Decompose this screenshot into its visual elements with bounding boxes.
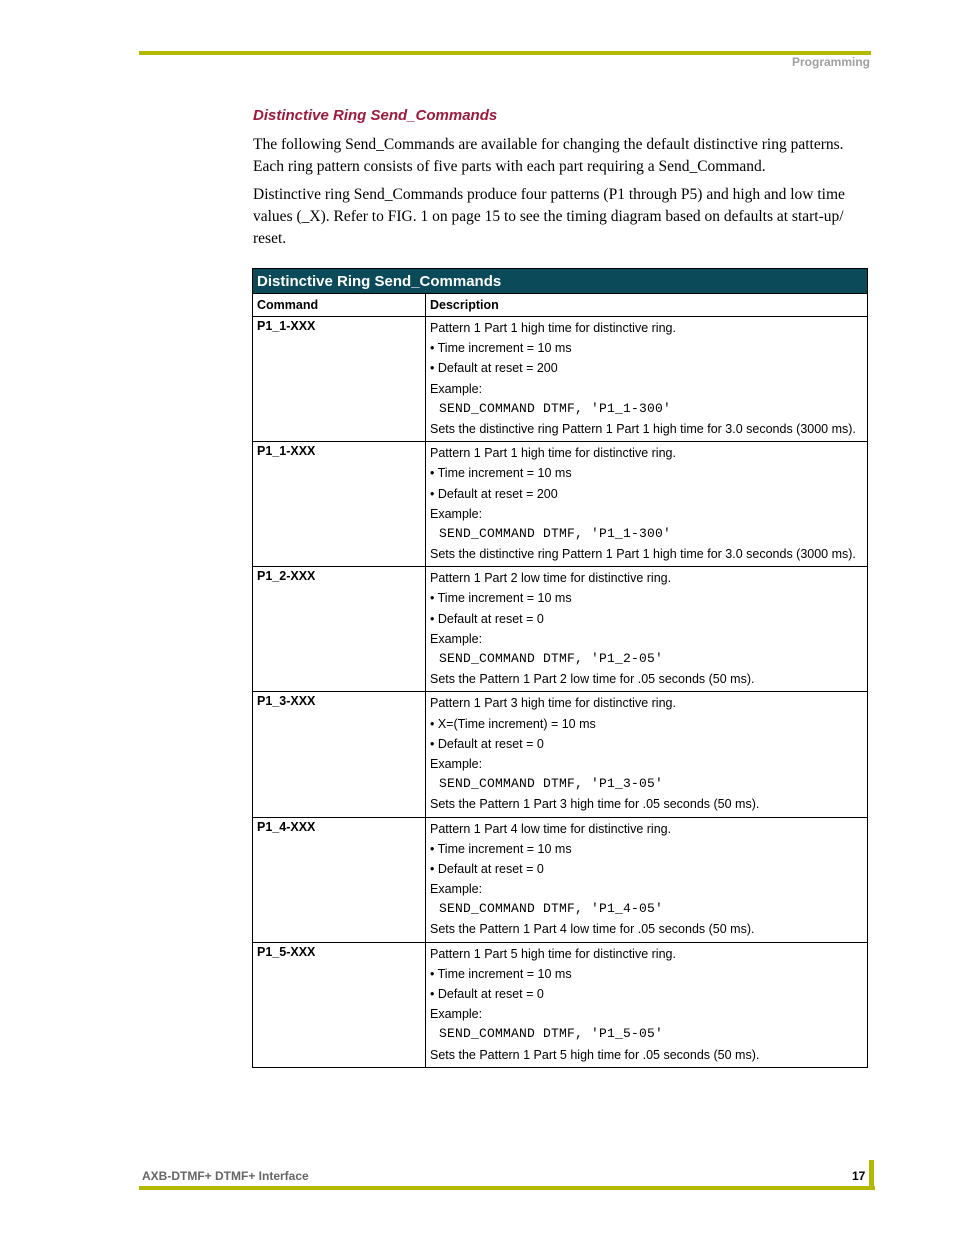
description-cell	[426, 942, 868, 1067]
patterns-paragraph: Distinctive ring Send_Commands produce four patterns (P1 through P5) and high and low time values (_X). Refer to FIG. 1 on page 15 to see the timing diagram based on defaults at start-up/ reset.	[253, 186, 845, 247]
description-line: • X=(Time increment) = 10 ms	[430, 716, 596, 731]
command-cell: P1_2-XXX	[253, 567, 426, 692]
table-row	[253, 942, 868, 1067]
description-line: Pattern 1 Part 4 low time for distinctive ring.	[430, 821, 672, 836]
table-row	[253, 567, 868, 692]
page-number: 17	[852, 1169, 866, 1183]
description-line: • Default at reset = 0	[430, 987, 544, 1001]
description-line: • Default at reset = 0	[430, 736, 544, 751]
code-example: SEND_COMMAND DTMF, 'P1_1-300'	[439, 525, 672, 541]
description-cell	[426, 567, 868, 692]
description-cell	[426, 817, 868, 942]
running-header: Programming	[791, 55, 870, 69]
command-cell: P1_4-XXX	[253, 817, 426, 942]
description-line: Example:	[430, 631, 483, 646]
description-line: Pattern 1 Part 1 high time for distinctive ring.	[430, 446, 676, 461]
description-cell	[426, 442, 868, 567]
intro-paragraph: The following Send_Commands are available for changing the default distinctive ring patterns. Each ring pattern consists of five parts with each part requiring a Send_Command.	[253, 136, 844, 175]
table-row	[253, 692, 868, 817]
description-line: Pattern 1 Part 5 high time for distinctive ring.	[430, 946, 676, 961]
description-line: Sets the Pattern 1 Part 2 low time for .05 seconds (50 ms).	[430, 672, 755, 687]
command-cell: P1_1-XXX	[253, 442, 426, 567]
table-row	[253, 817, 868, 942]
table-row	[253, 317, 868, 442]
description-line: Example:	[430, 506, 483, 521]
description-line: • Default at reset = 0	[430, 611, 544, 626]
command-cell: P1_1-XXX	[253, 317, 426, 442]
description-line: Pattern 1 Part 2 low time for distinctive ring.	[430, 571, 672, 586]
description-cell	[426, 317, 868, 442]
description-line: Sets the Pattern 1 Part 3 high time for .05 seconds (50 ms).	[430, 797, 760, 812]
table-title: Distinctive Ring Send_Commands	[253, 269, 868, 294]
description-line: Pattern 1 Part 3 high time for distinctive ring.	[430, 696, 676, 711]
description-line: Example:	[430, 381, 483, 396]
description-line: Sets the distinctive ring Pattern 1 Part 1 high time for 3.0 seconds (3000 ms).	[430, 421, 856, 436]
code-example: SEND_COMMAND DTMF, 'P1_4-05'	[439, 901, 664, 917]
table-body	[253, 317, 868, 1068]
description-cell	[426, 692, 868, 817]
description-line: • Time increment = 10 ms	[430, 466, 572, 481]
description-line: Example:	[430, 1007, 483, 1022]
description-line: Sets the distinctive ring Pattern 1 Part 1 high time for 3.0 seconds (3000 ms).	[430, 547, 856, 562]
code-example: SEND_COMMAND DTMF, 'P1_3-05'	[439, 776, 664, 792]
description-line: Example:	[430, 756, 483, 771]
code-example: SEND_COMMAND DTMF, 'P1_5-05'	[439, 1026, 664, 1042]
description-line: • Time increment = 10 ms	[430, 966, 572, 981]
command-cell: P1_3-XXX	[253, 692, 426, 817]
footer-rule	[139, 1186, 875, 1190]
description-line: Sets the Pattern 1 Part 5 high time for .05 seconds (50 ms).	[430, 1047, 760, 1062]
description-line: Sets the Pattern 1 Part 4 low time for .05 seconds (50 ms).	[430, 922, 755, 937]
commands-table	[252, 268, 868, 1068]
code-example: SEND_COMMAND DTMF, 'P1_2-05'	[439, 651, 664, 666]
code-example: SEND_COMMAND DTMF, 'P1_1-300'	[439, 400, 672, 416]
description-line: Example:	[430, 882, 483, 897]
header-rule	[139, 51, 871, 55]
footer-document-title: AXB-DTMF+ DTMF+ Interface	[142, 1169, 309, 1183]
description-line: • Time increment = 10 ms	[430, 341, 572, 356]
command-cell: P1_5-XXX	[253, 942, 426, 1067]
description-line: • Default at reset = 200	[430, 486, 558, 501]
description-line: • Time increment = 10 ms	[430, 841, 572, 856]
column-header-command: Command	[253, 294, 426, 317]
table-row	[253, 442, 868, 567]
description-line: Pattern 1 Part 1 high time for distinctive ring.	[430, 321, 676, 335]
description-line: • Time increment = 10 ms	[430, 591, 572, 606]
section-heading: Distinctive Ring Send_Commands	[253, 107, 498, 124]
description-line: • Default at reset = 200	[430, 361, 558, 376]
column-header-description: Description	[426, 294, 868, 317]
description-line: • Default at reset = 0	[430, 861, 544, 876]
footer-page-marker	[869, 1160, 874, 1190]
